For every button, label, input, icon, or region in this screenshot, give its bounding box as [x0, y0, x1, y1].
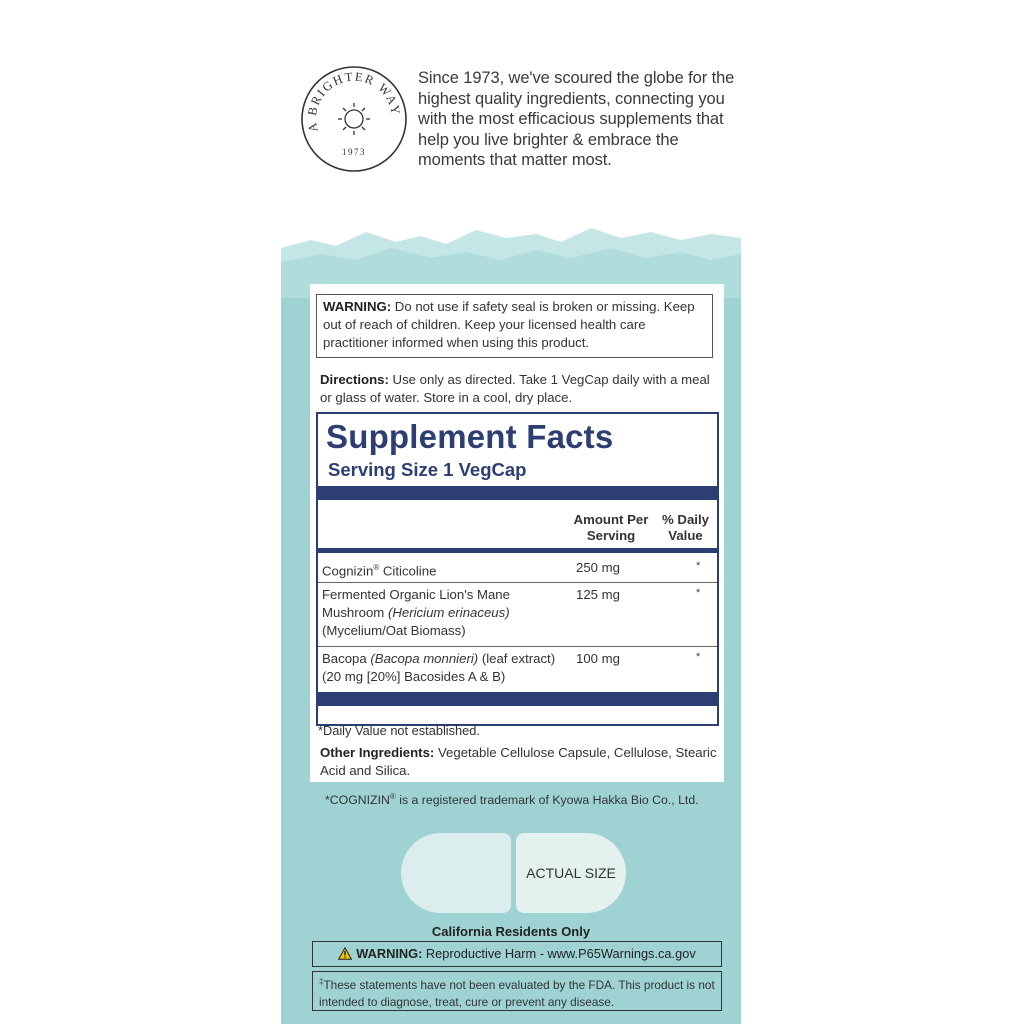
- directions: [320, 371, 720, 407]
- capsule-left-half: [401, 833, 511, 913]
- serving-size: Serving Size 1 VegCap: [328, 459, 527, 480]
- warning-triangle-icon: [338, 947, 352, 960]
- other-ingredients-label: Other Ingredients:: [320, 745, 435, 760]
- directions-text: Use only as directed. Take 1 VegCap daily with a meal or glass of water. Store in a cool, dry place.: [320, 372, 710, 405]
- california-residents-title: California Residents Only: [431, 924, 591, 939]
- warning-label: WARNING:: [323, 299, 392, 314]
- brighter-way-emblem: [300, 65, 408, 173]
- daily-value-column-header: % Daily Value: [662, 512, 709, 543]
- amount-column-header: Amount Per Serving: [573, 512, 649, 543]
- facts-medium-bar: [318, 548, 717, 553]
- other-ingredients-text: Vegetable Cellulose Capsule, Cellulose, Stearic Acid and Silica.: [320, 745, 717, 778]
- trademark-note: *COGNIZIN® is a registered trademark of Kyowa Hakka Bio Co., Ltd.: [325, 792, 699, 808]
- prop65-label: WARNING:: [356, 946, 423, 961]
- ingredient-cognizin: Cognizin® Citicoline: [322, 563, 437, 579]
- daily-value-note: *Daily Value not established.: [318, 723, 480, 738]
- actual-size-label: ACTUAL SIZE: [526, 865, 616, 881]
- supplement-facts-title: Supplement Facts: [326, 418, 614, 455]
- ingredient-lions-mane: Fermented Organic Lion's Mane Mushroom (Hericium erinaceus) (Mycelium/Oat Biomass): [322, 587, 510, 638]
- row-divider: [318, 582, 717, 583]
- dv-bacopa: *: [696, 651, 701, 663]
- sun-icon: [338, 103, 370, 135]
- emblem-arc-text: A BRIGHTER WAY: [304, 69, 404, 134]
- prop65-warning-box: [312, 941, 722, 967]
- amount-cognizin: 250 mg: [576, 560, 620, 575]
- facts-thick-bar-bottom: [318, 692, 717, 706]
- dv-lions-mane: *: [696, 587, 701, 599]
- ingredient-bacopa: Bacopa (Bacopa monnieri) (leaf extract) (20 mg [20%] Bacosides A & B): [322, 651, 556, 684]
- dv-cognizin: *: [696, 560, 701, 572]
- fda-disclaimer-box: [312, 971, 722, 1011]
- label-panel: [281, 0, 741, 1024]
- safety-warning-box: [316, 294, 713, 358]
- brand-intro-text: Since 1973, we've scoured the globe for the highest quality ingredients, connecting you with the most efficacious supplements that help you live brighter & embrace the moments that matter most.: [418, 69, 735, 169]
- emblem-year: 1973: [342, 147, 366, 157]
- amount-lions-mane: 125 mg: [576, 587, 620, 602]
- fda-text: These statements have not been evaluated by the FDA. This product is not intended to diagnose, treat, cure or prevent any disease.: [319, 977, 715, 1009]
- amount-bacopa: 100 mg: [576, 651, 620, 666]
- directions-label: Directions:: [320, 372, 389, 387]
- supplement-facts-panel: [316, 412, 719, 726]
- other-ingredients: [320, 744, 720, 780]
- warning-text: Do not use if safety seal is broken or missing. Keep out of reach of children. Keep your licensed health care practitioner informed when using this product.: [323, 299, 695, 350]
- label-card: [310, 284, 724, 782]
- fda-mark: ‡: [319, 977, 324, 986]
- facts-thick-bar-top: [318, 486, 717, 500]
- row-divider: [318, 646, 717, 647]
- prop65-text: Reproductive Harm - www.P65Warnings.ca.gov: [422, 946, 696, 961]
